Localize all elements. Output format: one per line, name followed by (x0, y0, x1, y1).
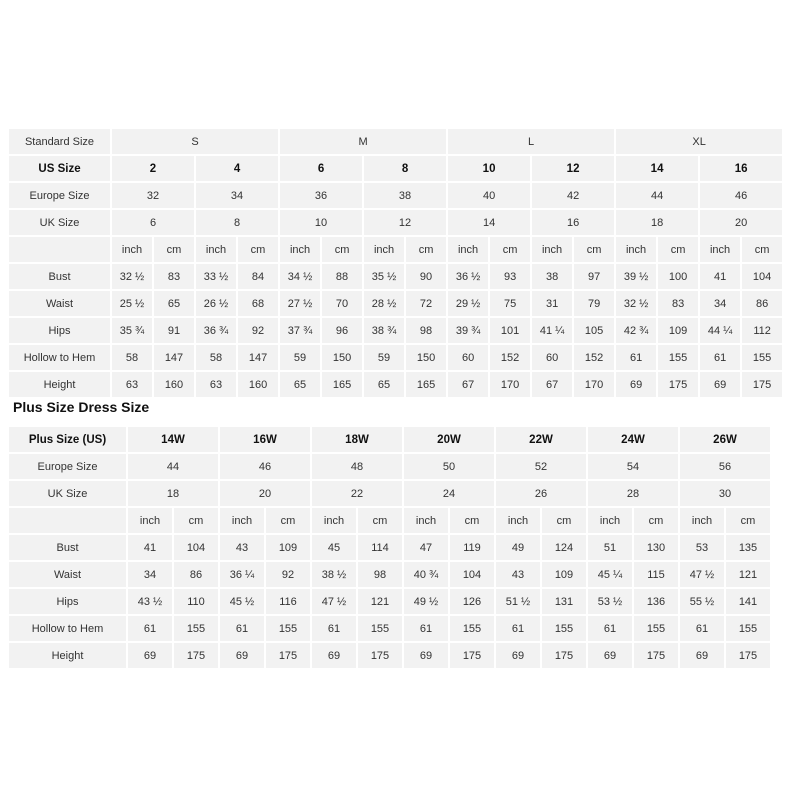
measurement-cell: 175 (174, 643, 218, 668)
measurement-cell: 101 (490, 318, 530, 343)
plus-size-table (7, 425, 772, 670)
unit-cell: cm (658, 237, 698, 262)
size-cell: 28 (588, 481, 678, 506)
size-cell: 16W (220, 427, 310, 452)
measurement-cell: 69 (404, 643, 448, 668)
measurement-cell: 90 (406, 264, 446, 289)
measurement-cell: 63 (112, 372, 152, 397)
measurement-cell: 86 (742, 291, 782, 316)
measurement-cell: 155 (174, 616, 218, 641)
measurement-cell: 175 (266, 643, 310, 668)
measurement-cell: 47 (404, 535, 448, 560)
measurement-cell: 70 (322, 291, 362, 316)
size-cell: 14 (448, 210, 530, 235)
size-cell: 16 (700, 156, 782, 181)
measurement-cell: 28 ½ (364, 291, 404, 316)
size-cell: 32 (112, 183, 194, 208)
measurement-row (9, 616, 770, 641)
size-cell: 50 (404, 454, 494, 479)
unit-row (9, 237, 782, 262)
measurement-cell: 45 (312, 535, 356, 560)
unit-cell: inch (588, 508, 632, 533)
size-cell: 30 (680, 481, 770, 506)
size-cell: 54 (588, 454, 678, 479)
measurement-row (9, 345, 782, 370)
measurement-cell: 175 (742, 372, 782, 397)
measurement-cell: 36 ¼ (220, 562, 264, 587)
measurement-cell: 155 (266, 616, 310, 641)
measurement-cell: 53 (680, 535, 724, 560)
measurement-row (9, 264, 782, 289)
measurement-cell: 160 (154, 372, 194, 397)
size-cell: 16 (532, 210, 614, 235)
measurement-cell: 109 (266, 535, 310, 560)
row-label (9, 237, 110, 262)
size-cell: 34 (196, 183, 278, 208)
measurement-cell: 91 (154, 318, 194, 343)
measurement-cell: 98 (358, 562, 402, 587)
measurement-cell: 110 (174, 589, 218, 614)
unit-cell: inch (128, 508, 172, 533)
size-row (9, 210, 782, 235)
unit-cell: cm (574, 237, 614, 262)
unit-cell: inch (496, 508, 540, 533)
measurement-cell: 65 (154, 291, 194, 316)
unit-cell: cm (726, 508, 770, 533)
measurement-cell: 26 ½ (196, 291, 236, 316)
measurement-cell: 43 (220, 535, 264, 560)
measurement-cell: 69 (700, 372, 740, 397)
measurement-cell: 131 (542, 589, 586, 614)
measurement-cell: 150 (406, 345, 446, 370)
measurement-cell: 68 (238, 291, 278, 316)
measurement-row (9, 535, 770, 560)
measurement-cell: 83 (154, 264, 194, 289)
measurement-cell: 97 (574, 264, 614, 289)
measurement-cell: 79 (574, 291, 614, 316)
unit-cell: cm (742, 237, 782, 262)
measurement-cell: 63 (196, 372, 236, 397)
size-row (9, 481, 770, 506)
row-label: UK Size (9, 210, 110, 235)
size-cell: 4 (196, 156, 278, 181)
row-label: UK Size (9, 481, 126, 506)
measurement-cell: 39 ½ (616, 264, 656, 289)
measurement-cell: 155 (634, 616, 678, 641)
measurement-cell: 147 (154, 345, 194, 370)
unit-cell: inch (112, 237, 152, 262)
size-cell: 14W (128, 427, 218, 452)
measurement-cell: 61 (220, 616, 264, 641)
measurement-cell: 170 (490, 372, 530, 397)
size-cell: 10 (448, 156, 530, 181)
measurement-cell: 116 (266, 589, 310, 614)
measurement-cell: 72 (406, 291, 446, 316)
measurement-cell: 98 (406, 318, 446, 343)
measurement-cell: 60 (532, 345, 572, 370)
measurement-cell: 115 (634, 562, 678, 587)
measurement-cell: 40 ¾ (404, 562, 448, 587)
measurement-cell: 152 (574, 345, 614, 370)
measurement-cell: 34 (700, 291, 740, 316)
row-label: Height (9, 643, 126, 668)
unit-cell: inch (312, 508, 356, 533)
measurement-cell: 160 (238, 372, 278, 397)
measurement-cell: 124 (542, 535, 586, 560)
row-label: Waist (9, 562, 126, 587)
measurement-cell: 175 (542, 643, 586, 668)
measurement-cell: 33 ½ (196, 264, 236, 289)
measurement-cell: 105 (574, 318, 614, 343)
measurement-cell: 59 (364, 345, 404, 370)
measurement-cell: 61 (588, 616, 632, 641)
measurement-cell: 155 (742, 345, 782, 370)
size-cell: 8 (364, 156, 446, 181)
measurement-cell: 43 (496, 562, 540, 587)
measurement-cell: 55 ½ (680, 589, 724, 614)
measurement-cell: 114 (358, 535, 402, 560)
measurement-cell: 31 (532, 291, 572, 316)
measurement-cell: 37 ¾ (280, 318, 320, 343)
measurement-cell: 38 (532, 264, 572, 289)
measurement-cell: 155 (726, 616, 770, 641)
measurement-cell: 53 ½ (588, 589, 632, 614)
size-cell: 14 (616, 156, 698, 181)
measurement-cell: 165 (322, 372, 362, 397)
measurement-cell: 69 (312, 643, 356, 668)
measurement-row (9, 589, 770, 614)
measurement-cell: 41 (128, 535, 172, 560)
size-row (9, 427, 770, 452)
measurement-cell: 175 (450, 643, 494, 668)
unit-cell: cm (174, 508, 218, 533)
unit-cell: inch (532, 237, 572, 262)
measurement-cell: 104 (742, 264, 782, 289)
measurement-cell: 61 (616, 345, 656, 370)
measurement-row (9, 643, 770, 668)
size-cell: 26 (496, 481, 586, 506)
row-label (9, 508, 126, 533)
measurement-cell: 175 (358, 643, 402, 668)
measurement-cell: 32 ½ (616, 291, 656, 316)
measurement-cell: 135 (726, 535, 770, 560)
measurement-cell: 61 (128, 616, 172, 641)
measurement-cell: 65 (364, 372, 404, 397)
unit-cell: inch (680, 508, 724, 533)
size-cell: 44 (128, 454, 218, 479)
unit-cell: cm (154, 237, 194, 262)
measurement-cell: 136 (634, 589, 678, 614)
row-label: Bust (9, 264, 110, 289)
row-label: Standard Size (9, 129, 110, 154)
unit-cell: cm (266, 508, 310, 533)
unit-cell: cm (490, 237, 530, 262)
measurement-cell: 58 (112, 345, 152, 370)
unit-cell: cm (406, 237, 446, 262)
size-cell: 48 (312, 454, 402, 479)
measurement-row (9, 562, 770, 587)
measurement-row (9, 318, 782, 343)
measurement-cell: 96 (322, 318, 362, 343)
measurement-cell: 61 (700, 345, 740, 370)
size-cell: 44 (616, 183, 698, 208)
measurement-cell: 104 (450, 562, 494, 587)
measurement-cell: 69 (220, 643, 264, 668)
measurement-cell: 121 (358, 589, 402, 614)
measurement-cell: 47 ½ (680, 562, 724, 587)
row-label: Plus Size (US) (9, 427, 126, 452)
measurement-cell: 51 ½ (496, 589, 540, 614)
measurement-cell: 65 (280, 372, 320, 397)
measurement-cell: 36 ¾ (196, 318, 236, 343)
standard-size-table (7, 127, 784, 399)
size-cell: 40 (448, 183, 530, 208)
size-cell: 56 (680, 454, 770, 479)
measurement-cell: 86 (174, 562, 218, 587)
measurement-cell: 147 (238, 345, 278, 370)
measurement-cell: 29 ½ (448, 291, 488, 316)
unit-cell: cm (238, 237, 278, 262)
measurement-cell: 75 (490, 291, 530, 316)
measurement-cell: 35 ½ (364, 264, 404, 289)
measurement-cell: 69 (496, 643, 540, 668)
measurement-cell: 155 (358, 616, 402, 641)
size-cell: 26W (680, 427, 770, 452)
measurement-cell: 61 (680, 616, 724, 641)
measurement-cell: 121 (726, 562, 770, 587)
unit-cell: inch (448, 237, 488, 262)
measurement-cell: 92 (238, 318, 278, 343)
measurement-cell: 175 (658, 372, 698, 397)
size-cell: 42 (532, 183, 614, 208)
size-cell: 22 (312, 481, 402, 506)
row-label: Hips (9, 318, 110, 343)
measurement-cell: 39 ¾ (448, 318, 488, 343)
measurement-cell: 61 (404, 616, 448, 641)
unit-cell: inch (404, 508, 448, 533)
measurement-cell: 35 ¾ (112, 318, 152, 343)
row-label: Europe Size (9, 183, 110, 208)
size-cell: 8 (196, 210, 278, 235)
measurement-cell: 67 (532, 372, 572, 397)
unit-cell: cm (542, 508, 586, 533)
size-cell: 46 (220, 454, 310, 479)
measurement-cell: 41 (700, 264, 740, 289)
measurement-cell: 41 ¼ (532, 318, 572, 343)
measurement-cell: 58 (196, 345, 236, 370)
measurement-cell: 141 (726, 589, 770, 614)
measurement-cell: 38 ½ (312, 562, 356, 587)
unit-cell: inch (220, 508, 264, 533)
size-cell: 18 (616, 210, 698, 235)
size-row (9, 183, 782, 208)
size-row (9, 454, 770, 479)
measurement-cell: 109 (542, 562, 586, 587)
measurement-cell: 67 (448, 372, 488, 397)
unit-cell: inch (616, 237, 656, 262)
measurement-cell: 59 (280, 345, 320, 370)
unit-cell: cm (450, 508, 494, 533)
row-label: Hips (9, 589, 126, 614)
measurement-cell: 84 (238, 264, 278, 289)
measurement-cell: 45 ½ (220, 589, 264, 614)
measurement-cell: 61 (312, 616, 356, 641)
measurement-cell: 92 (266, 562, 310, 587)
measurement-cell: 38 ¾ (364, 318, 404, 343)
measurement-cell: 25 ½ (112, 291, 152, 316)
measurement-cell: 43 ½ (128, 589, 172, 614)
measurement-cell: 49 ½ (404, 589, 448, 614)
measurement-row (9, 372, 782, 397)
measurement-cell: 130 (634, 535, 678, 560)
measurement-cell: 165 (406, 372, 446, 397)
plus-size-title: Plus Size Dress Size (13, 399, 150, 415)
measurement-cell: 175 (726, 643, 770, 668)
measurement-cell: 152 (490, 345, 530, 370)
row-label: Hollow to Hem (9, 616, 126, 641)
measurement-cell: 69 (680, 643, 724, 668)
size-cell: 6 (112, 210, 194, 235)
size-cell: 36 (280, 183, 362, 208)
unit-cell: cm (322, 237, 362, 262)
row-label: Height (9, 372, 110, 397)
size-cell: 46 (700, 183, 782, 208)
measurement-cell: 69 (616, 372, 656, 397)
size-cell: 20W (404, 427, 494, 452)
unit-row (9, 508, 770, 533)
measurement-cell: 100 (658, 264, 698, 289)
standard-size-cell: S (112, 129, 278, 154)
size-cell: 22W (496, 427, 586, 452)
measurement-cell: 51 (588, 535, 632, 560)
measurement-cell: 36 ½ (448, 264, 488, 289)
unit-cell: inch (364, 237, 404, 262)
standard-size-cell: L (448, 129, 614, 154)
measurement-cell: 60 (448, 345, 488, 370)
row-label: Hollow to Hem (9, 345, 110, 370)
measurement-cell: 47 ½ (312, 589, 356, 614)
row-label: US Size (9, 156, 110, 181)
size-row (9, 156, 782, 181)
size-cell: 38 (364, 183, 446, 208)
measurement-cell: 175 (634, 643, 678, 668)
measurement-cell: 49 (496, 535, 540, 560)
unit-cell: cm (358, 508, 402, 533)
size-cell: 18W (312, 427, 402, 452)
measurement-cell: 61 (496, 616, 540, 641)
size-cell: 2 (112, 156, 194, 181)
measurement-cell: 170 (574, 372, 614, 397)
standard-size-cell: M (280, 129, 446, 154)
measurement-cell: 93 (490, 264, 530, 289)
size-cell: 12 (532, 156, 614, 181)
measurement-cell: 69 (588, 643, 632, 668)
measurement-cell: 88 (322, 264, 362, 289)
row-label: Waist (9, 291, 110, 316)
unit-cell: cm (634, 508, 678, 533)
measurement-cell: 119 (450, 535, 494, 560)
measurement-cell: 155 (658, 345, 698, 370)
measurement-cell: 109 (658, 318, 698, 343)
size-cell: 24W (588, 427, 678, 452)
measurement-cell: 155 (542, 616, 586, 641)
measurement-row (9, 291, 782, 316)
row-label: Europe Size (9, 454, 126, 479)
standard-size-row (9, 129, 782, 154)
size-cell: 10 (280, 210, 362, 235)
measurement-cell: 104 (174, 535, 218, 560)
measurement-cell: 27 ½ (280, 291, 320, 316)
size-cell: 6 (280, 156, 362, 181)
measurement-cell: 34 ½ (280, 264, 320, 289)
unit-cell: inch (280, 237, 320, 262)
measurement-cell: 42 ¾ (616, 318, 656, 343)
size-cell: 52 (496, 454, 586, 479)
size-cell: 12 (364, 210, 446, 235)
standard-size-cell: XL (616, 129, 782, 154)
row-label: Bust (9, 535, 126, 560)
size-cell: 20 (700, 210, 782, 235)
size-cell: 18 (128, 481, 218, 506)
measurement-cell: 44 ¼ (700, 318, 740, 343)
size-cell: 20 (220, 481, 310, 506)
measurement-cell: 155 (450, 616, 494, 641)
measurement-cell: 32 ½ (112, 264, 152, 289)
measurement-cell: 45 ¼ (588, 562, 632, 587)
measurement-cell: 69 (128, 643, 172, 668)
measurement-cell: 112 (742, 318, 782, 343)
size-cell: 24 (404, 481, 494, 506)
measurement-cell: 83 (658, 291, 698, 316)
unit-cell: inch (700, 237, 740, 262)
unit-cell: inch (196, 237, 236, 262)
measurement-cell: 150 (322, 345, 362, 370)
measurement-cell: 126 (450, 589, 494, 614)
measurement-cell: 34 (128, 562, 172, 587)
